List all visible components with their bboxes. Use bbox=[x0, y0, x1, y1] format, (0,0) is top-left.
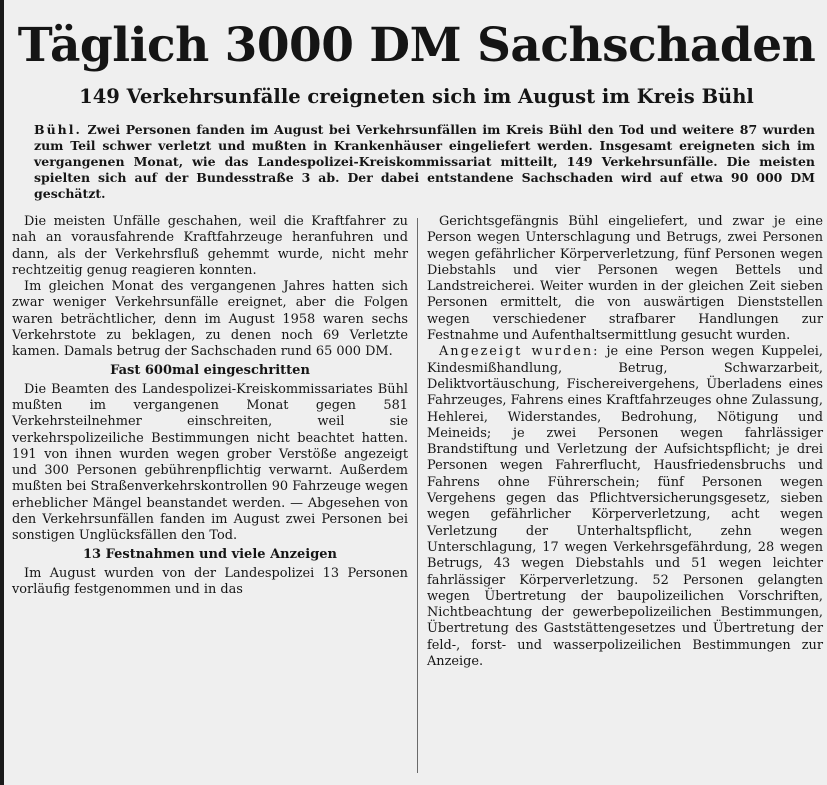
article-lead bbox=[34, 122, 815, 202]
lead-text: Zwei Personen fanden im August bei Verkehrsunfällen im Kreis Bühl den Tod und weitere 87 wurden zum Teil schwer verletzt und mußten in Krankenhäuser eingeliefert werden. Insgesamt ereigneten sich im vergangenen Monat, wie das Landespolizei-Kreiskommissariat mitteilt, 149 Verkehrsunfälle. Die meisten spielten sich auf der Bundesstraße 3 ab. Der dabei entstandene Sachschaden wird auf etwa 90 000 DM geschätzt. bbox=[34, 122, 815, 201]
article-subheadline: 149 Verkehrsunfälle creigneten sich im August im Kreis Bühl bbox=[79, 85, 754, 108]
left-paragraph-3: Die Beamten des Landespolizei-Kreiskommissariates Bühl mußten im vergangenen Monat gegen 581 Verkehrsteilnehmer einschreiten, weil sie verkehrspolizeiliche Bestimmungen nicht beachtet hatten. 191 von ihnen wurden wegen grober Verstöße angezeigt und 300 Personen gebührenpflichtig verwarnt. Außerdem mußten bei Straßenverkehrskontrollen 90 Fahrzeuge wegen erheblicher Mängel beanstandet werden. — Abgesehen von den Verkehrsunfällen fanden im August zwei Personen bei sonstigen Unglücksfällen den Tod. bbox=[12, 381, 408, 544]
left-paragraph-4: Im August wurden von der Landespolizei 13 Personen vorläufig festgenommen und in das bbox=[12, 565, 408, 597]
charges-text: je eine Person wegen Kuppelei, Kindesmißhandlung, Betrug, Schwarzarbeit, Deliktvortäuschung, Fischereivergehens, Überladens eines Fahrzeuges, Fahrens eines Kraftfahrzeuges ohne Zulassung, Hehlerei, Widerstandes, Bedrohung, Nötigung und Meineids; je zwei Personen wegen fahrlässiger Brandstiftung und Verletzung der Aufsichtspflicht; je drei Personen wegen Fahrerflucht, Hausfriedensbruchs und Fahrens ohne Führerschein; fünf Personen wegen Vergehens gegen das Pflichtversicherungsgesetz, sieben wegen gefährlicher Körperverletzung, acht wegen Verletzung der Unterhaltspflicht, zehn wegen Unterschlagung, 17 wegen Verkehrsgefährdung, 28 wegen Betrugs, 43 wegen Diebstahls und 51 wegen leichter fahrlässiger Körperverletzung. 52 Personen gelangten wegen Übertretung der baupolizeilichen Vorschriften, Nichtbeachtung der gewerbepolizeilichen Bestimmungen, Übertretung des Gaststättengesetzes und Übertretung der feld-, forst- und wasserpolizeilichen Bestimmungen zur Anzeige. bbox=[427, 344, 823, 670]
right-paragraph-2 bbox=[427, 344, 823, 670]
lead-dateline: Bühl. bbox=[34, 122, 82, 137]
right-paragraph-1: Gerichtsgefängnis Bühl eingeliefert, und zwar je eine Person wegen Unterschlagung und Betrugs, zwei Personen wegen gefährlicher Körperverletzung, fünf Personen wegen Diebstahls und vier Personen wegen Bettels und Landstreicherei. Weiter wurden in der gleichen Zeit sieben Personen ermittelt, die von auswärtigen Dienststellen wegen verschiedener strafbarer Handlungen zur Festnahme und Aufenthaltsermittlung gesucht wurden. bbox=[427, 214, 823, 344]
right-column bbox=[427, 214, 823, 670]
left-paragraph-1: Die meisten Unfälle geschahen, weil die Kraftfahrer zu nah an vorausfahrende Kraftfahrzeuge heranfuhren und dann, als der Verkehrsfluß gehemmt wurde, nicht mehr rechtzeitig genug reagieren konnten. bbox=[12, 214, 408, 278]
section-heading-2: 13 Festnahmen und viele Anzeigen bbox=[82, 546, 338, 562]
column-divider bbox=[417, 218, 418, 773]
left-column bbox=[12, 214, 408, 598]
article-headline: Täglich 3000 DM Sachschaden bbox=[17, 18, 816, 73]
section-heading-1: Fast 600mal eingeschritten bbox=[110, 362, 310, 378]
left-paragraph-2: Im gleichen Monat des vergangenen Jahres hatten sich zwar weniger Verkehrsunfälle ereignet, aber die Folgen waren beträchtlicher, denn im August 1958 waren sechs Verkehrstote zu beklagen, zu denen noch 69 Verletzte kamen. Damals betrug der Sachschaden rund 65 000 DM. bbox=[12, 279, 408, 360]
charges-lead-in: Angezeigt wurden: bbox=[439, 344, 600, 360]
